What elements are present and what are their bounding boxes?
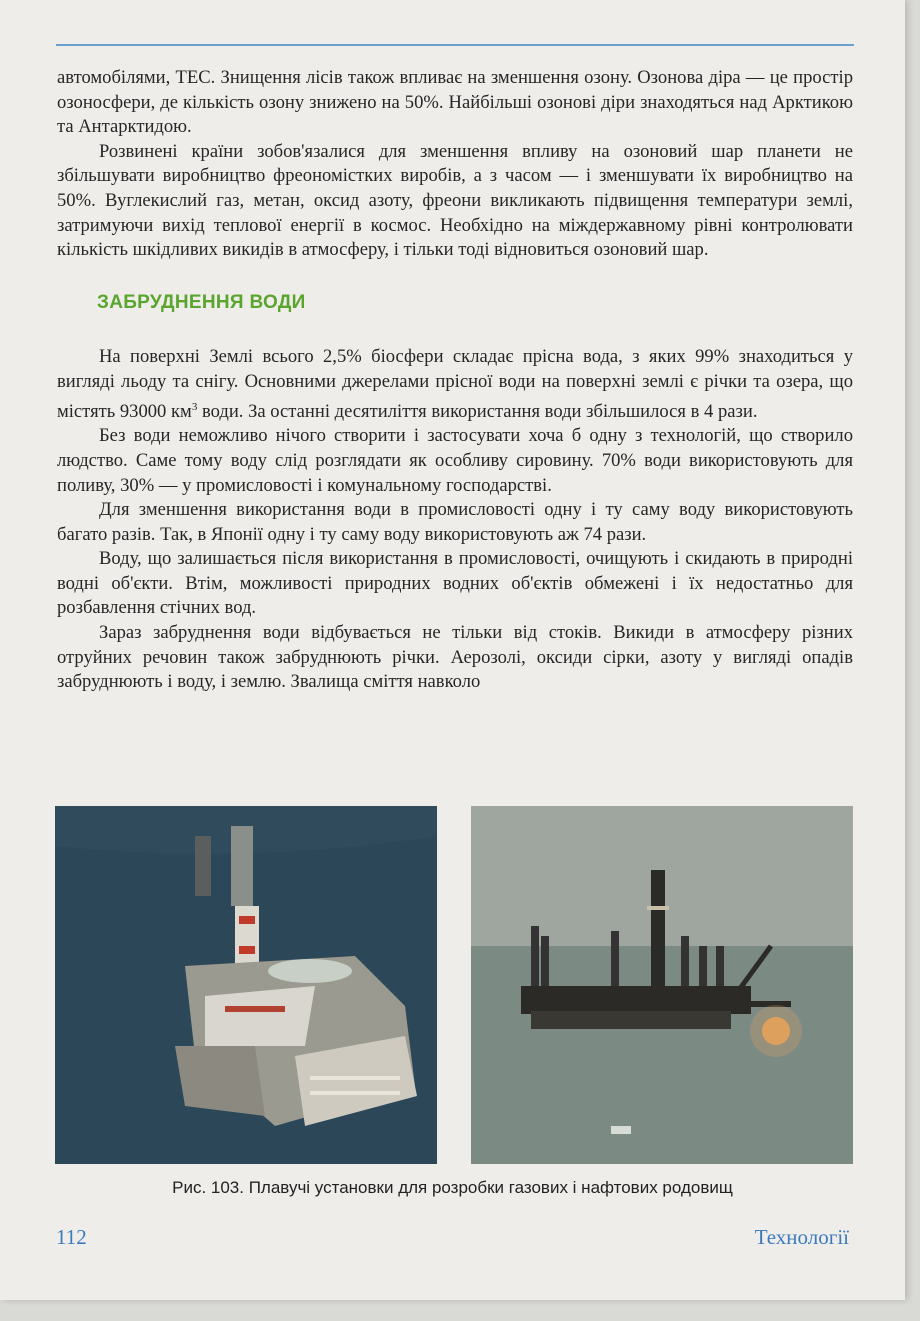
superscript-cubic: 3	[191, 400, 198, 413]
paragraph-ozone-hole: автомобілями, ТЕС. Знищення лісів також впливає на зменшення озону. Озонова діра — це простір озоносфери, де кількість озону знижено на 50%. Найбільші озонові діри знаходяться над Арктикою та Антарктидою.	[57, 67, 853, 138]
paragraph-fresh-water-text-b: води. За останні десятиліття використання води збільшилося в 4 рази.	[197, 400, 758, 422]
header-rule	[56, 44, 854, 46]
figure-caption: Рис. 103. Плавучі установки для розробки газових і нафтових родовищ	[172, 1178, 733, 1197]
page-number: 112	[56, 1225, 87, 1249]
body-text	[57, 66, 853, 695]
paragraph-countries-commitment: Розвинені країни зобов'язалися для зменшення впливу на озоновий шар планети не збільшувати виробництво фреономістких виробів, а з часом — і зменшувати їх виробництво на 50%. Вуглекислий газ, метан, оксид азоту, фреони викликають підвищення температури землі, затримуючи вихід теплової енергії в космос. Необхідно на міждержавному рівні контролювати кількість шкідливих викидів в атмосферу, і тільки тоді відновиться озоновий шар.	[57, 140, 853, 261]
photo-platform-left	[55, 806, 437, 1164]
figure-photos	[55, 806, 853, 1164]
paragraph-water-raw-material: Без води неможливо нічого створити і застосувати хоча б одну з технологій, що створило людство. Саме тому воду слід розглядати як особливу сировину. 70% води використовують для поливу, 30% — у промисловості і комунальному господарстві.	[57, 425, 853, 496]
paragraph-pollution-sources: Зараз забруднення води відбувається не тільки від стоків. Викиди в атмосферу різних отруйних речовин також забруднюють річки. Аерозолі, оксиди сірки, азоту у вигляді опадів забруднюють і воду, і землю. Звалища сміття навколо	[57, 622, 853, 693]
section-heading: ЗАБРУДНЕННЯ ВОДИ	[97, 291, 306, 313]
paragraph-fresh-water-text-a: На поверхні Землі всього 2,5% біосфери складає прісна вода, з яких 99% знаходиться у вигляді льоду та снігу. Основними джерелами прісної води на поверхні землі є річки та озера, що містять 93000 км	[57, 346, 853, 422]
paragraph-water-reuse: Для зменшення використання води в промисловості одну і ту саму воду використовують багато разів. Так, в Японії одну і ту саму воду використовують аж 74 рази.	[57, 499, 853, 545]
footer-book-title: Технології	[754, 1225, 849, 1249]
paragraph-fresh-water	[57, 345, 853, 424]
photo-platform-right	[471, 806, 853, 1164]
paragraph-water-treatment: Воду, що залишається після використання в промисловості, очищують і скидають в природні водні об'єкти. Втім, можливості природних водних об'єктів обмежені і їх недостатньо для розбавлення стічних вод.	[57, 548, 853, 619]
